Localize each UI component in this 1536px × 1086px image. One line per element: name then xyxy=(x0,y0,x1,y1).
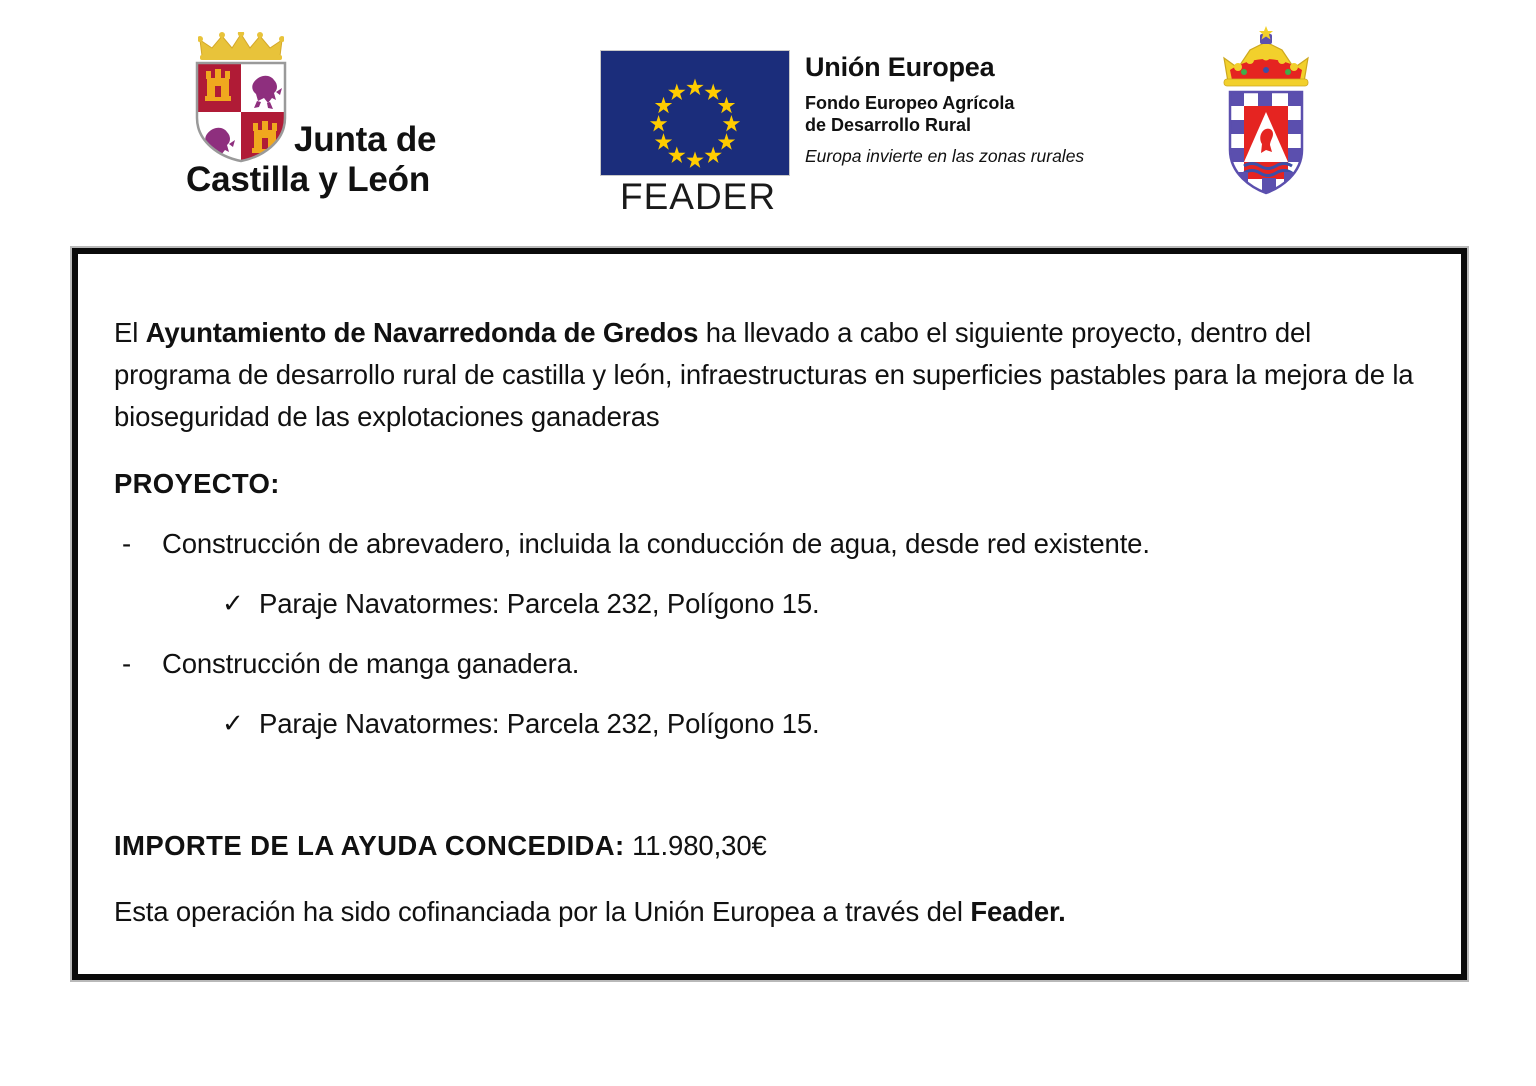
junta-wordmark-line2: Castilla y León xyxy=(186,160,431,199)
project-item-2-detail-text: Paraje Navatormes: Parcela 232, Polígono 15. xyxy=(259,708,820,739)
intro-paragraph xyxy=(114,312,1434,438)
content-spacer xyxy=(114,764,1434,826)
grant-amount-row xyxy=(114,826,1434,866)
intro-prefix: El xyxy=(114,317,146,348)
town-shield-icon xyxy=(1230,92,1302,193)
cofinancing-prefix: Esta operación ha sido cofinanciada por la Unión Europea a través del xyxy=(114,896,971,927)
cofinancing-emphasis: Feader. xyxy=(970,896,1066,927)
project-item-1-text: Construcción de abrevadero, incluida la conducción de agua, desde red existente. xyxy=(162,528,1150,559)
eu-fund-name-line2: de Desarrollo Rural xyxy=(805,115,972,135)
eu-stars-icon xyxy=(601,51,789,175)
eu-flag-icon xyxy=(600,50,790,176)
eu-title-label: Unión Europea xyxy=(805,52,995,82)
bullet-dash-icon: - xyxy=(122,528,132,559)
project-item-1-detail xyxy=(114,584,1434,624)
feader-acronym-label: FEADER xyxy=(620,176,777,217)
project-item-2-detail xyxy=(114,704,1434,744)
junta-wordmark-line1: Junta de xyxy=(294,120,437,159)
eu-fund-name-label xyxy=(805,92,1125,136)
bullet-dash-icon: - xyxy=(122,648,132,679)
junta-castilla-leon-logo xyxy=(186,32,476,197)
grant-amount-label: IMPORTE DE LA AYUDA CONCEDIDA: xyxy=(114,830,625,861)
junta-crown-icon xyxy=(198,32,284,62)
eu-logo-text-block xyxy=(805,52,1125,167)
project-item-1-detail-text: Paraje Navatormes: Parcela 232, Polígono 15. xyxy=(259,588,820,619)
project-item-2-text: Construcción de manga ganadera. xyxy=(162,648,580,679)
junta-wordmark xyxy=(186,120,476,200)
cofinancing-statement xyxy=(114,892,1434,932)
notice-frame xyxy=(72,248,1467,980)
eu-fund-name-line1: Fondo Europeo Agrícola xyxy=(805,93,1015,113)
logo-header-band xyxy=(0,0,1536,230)
grant-amount-value: 11.980,30€ xyxy=(624,830,767,861)
town-crown-icon xyxy=(1224,26,1308,86)
checkmark-icon: ✓ xyxy=(222,588,244,618)
eu-tagline-label: Europa invierte en las zonas rurales xyxy=(805,146,1085,166)
intro-entity-name: Ayuntamiento de Navarredonda de Gredos xyxy=(145,317,699,348)
project-heading: PROYECTO: xyxy=(114,468,280,499)
project-item-1 xyxy=(114,524,1434,564)
checkmark-icon: ✓ xyxy=(222,708,244,738)
project-item-2 xyxy=(114,644,1434,684)
notice-content xyxy=(114,312,1434,932)
intro-body: ha llevado a cabo el siguiente proyecto, dentro del programa de desarrollo rural de castilla y león, infraestructuras en superficies pastables para la mejora de la bioseguridad de las explotaciones ganaderas xyxy=(114,317,1414,432)
european-union-feader-logo xyxy=(600,50,1120,217)
navarredonda-coat-of-arms-icon xyxy=(1216,26,1316,198)
